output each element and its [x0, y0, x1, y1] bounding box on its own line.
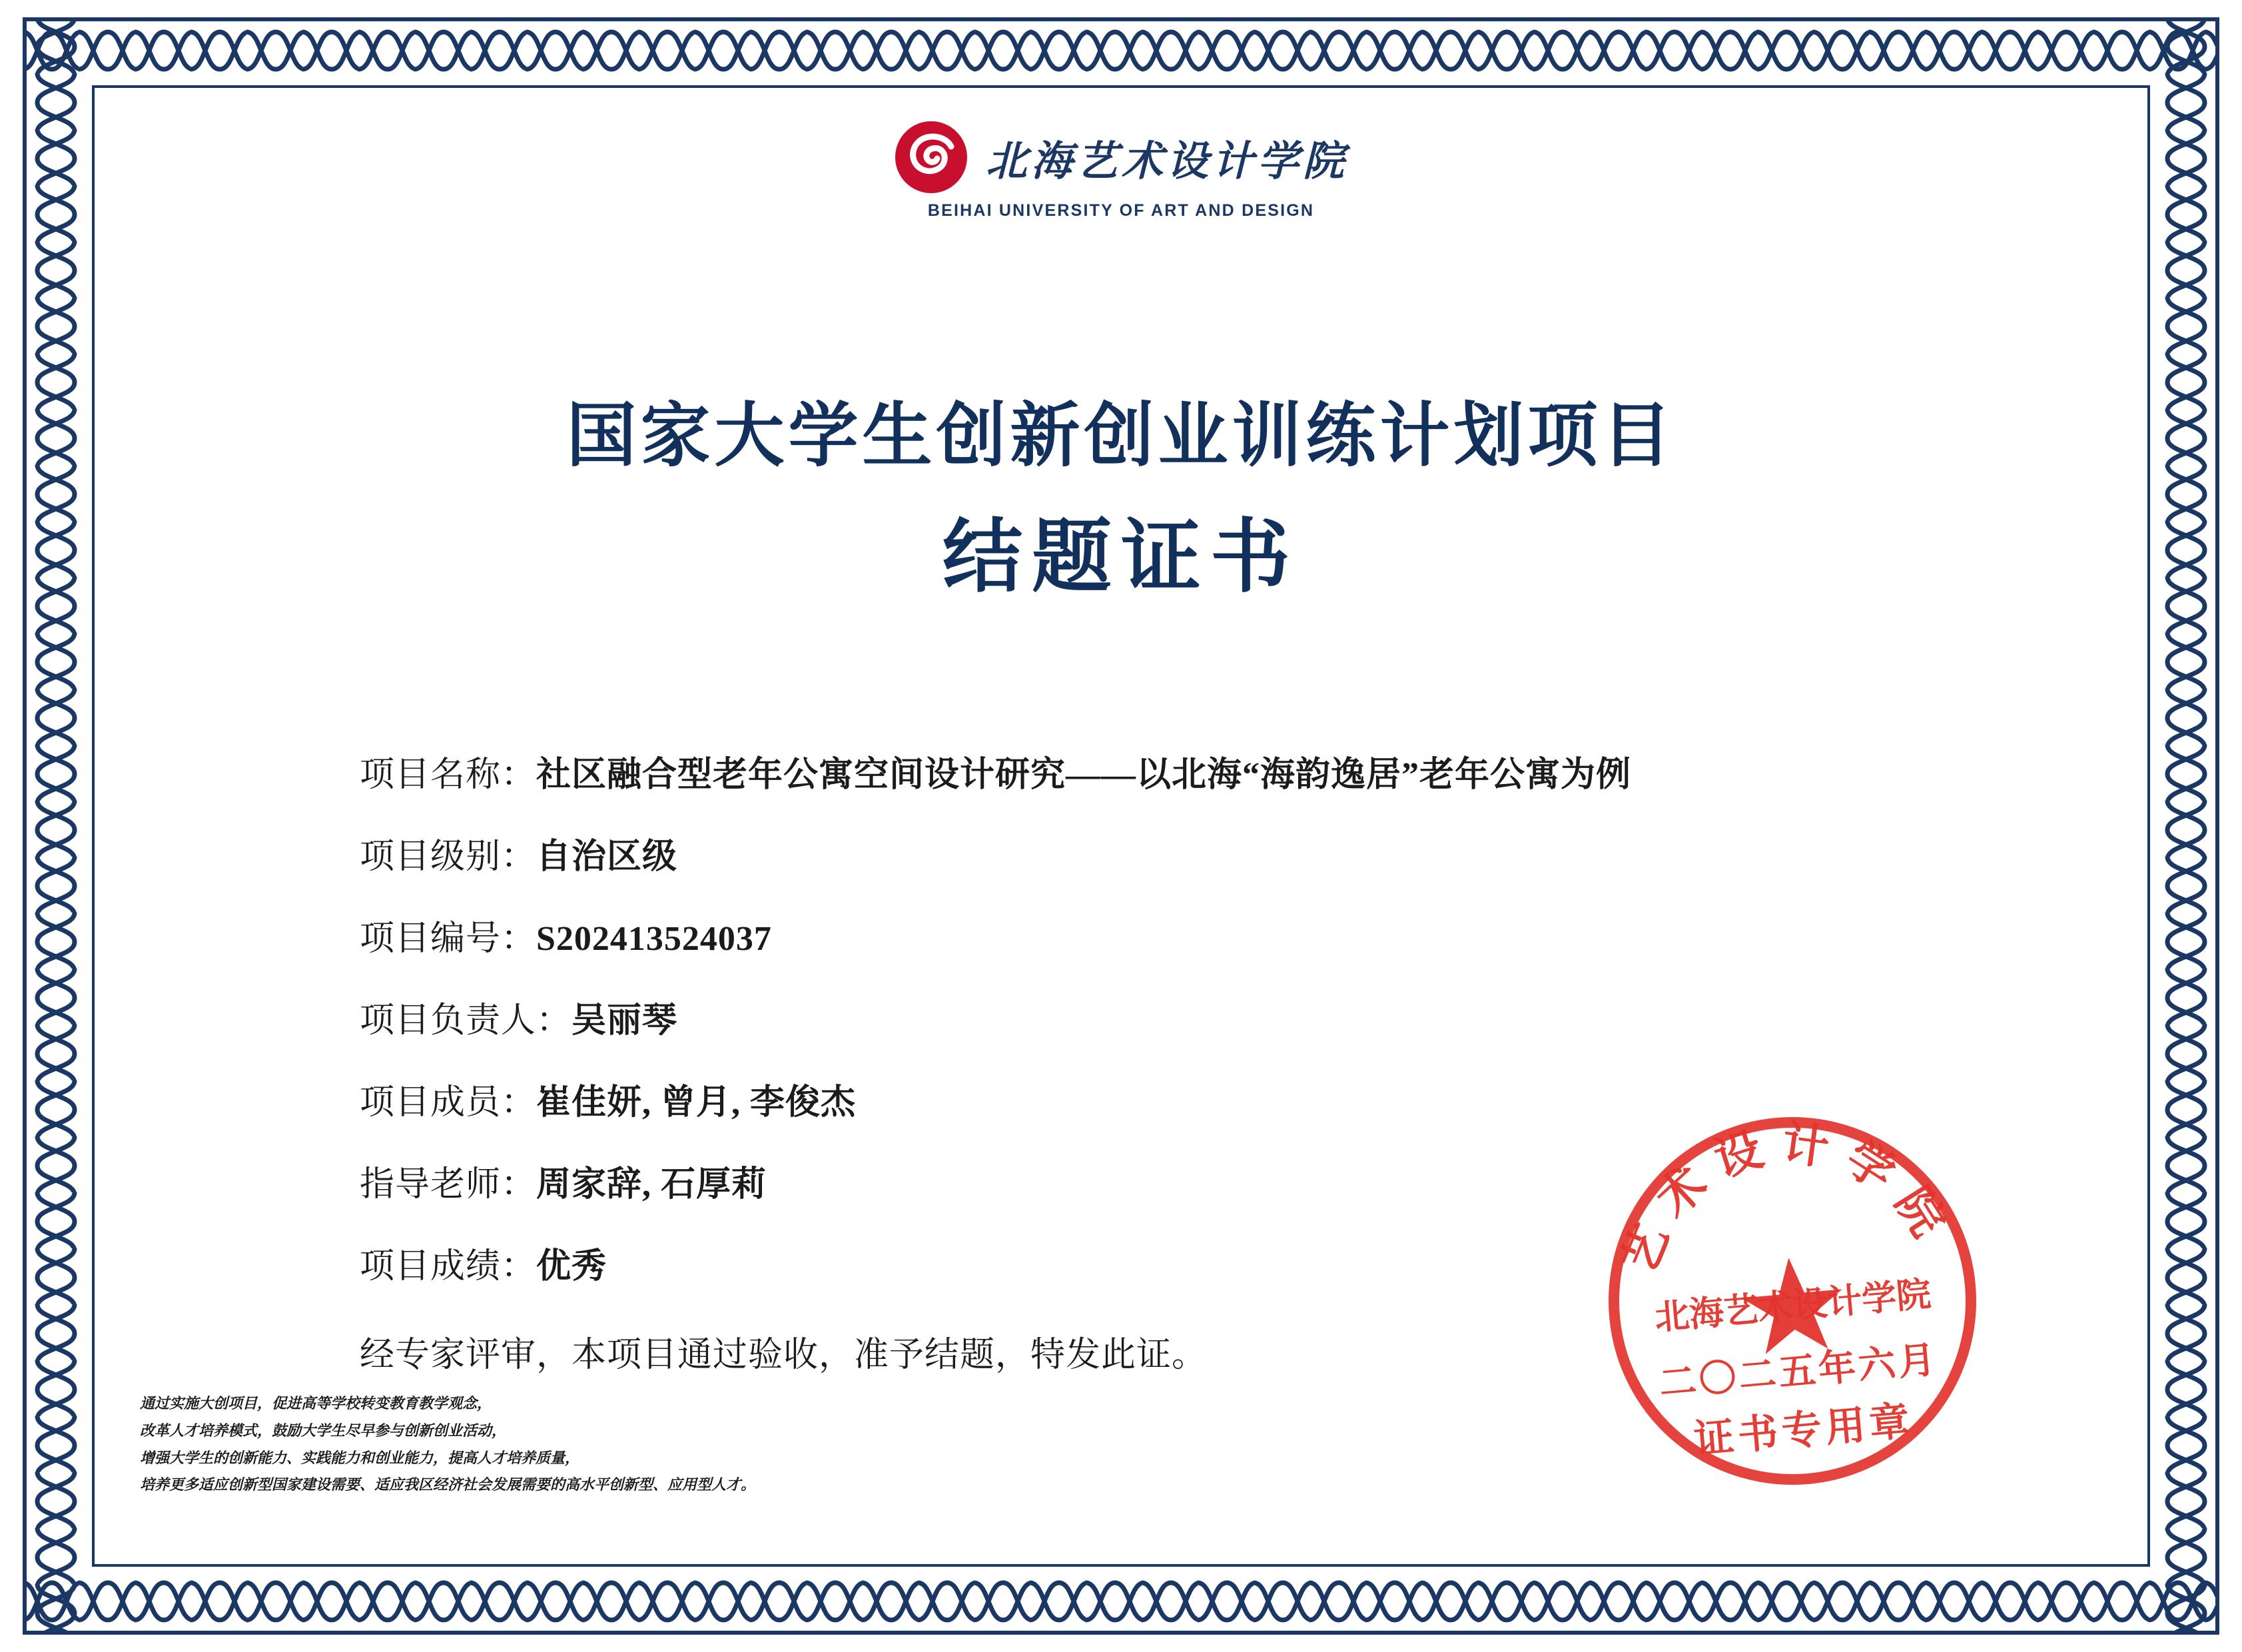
footnote-line-2: 改革人才培养模式，鼓励大学生尽早参与创新创业活动，: [140, 1422, 507, 1439]
svg-text:艺术设计学院: 艺术设计学院: [1613, 1118, 1962, 1281]
field-value: 吴丽琴: [571, 1002, 678, 1040]
certificate-title-line1: 国家大学生创新创业训练计划项目: [566, 397, 1676, 475]
field-value: 社区融合型老年公寓空间设计研究——以北海“海韵逸居”老年公寓为例: [536, 756, 1632, 794]
logo-row: [894, 120, 1348, 195]
field-value: 优秀: [536, 1248, 607, 1286]
field-row-project-number: [360, 910, 2055, 960]
university-logo-block: [894, 120, 1348, 220]
field-label: 指导老师：: [360, 1166, 537, 1204]
field-label: 项目名称：: [360, 756, 537, 794]
field-value: 自治区级: [536, 838, 678, 876]
university-name-cn: 北海艺术设计学院: [985, 139, 1349, 185]
footnote-line-4: 培养更多适应创新型国家建设需要、适应我区经济社会发展需要的高水平创新型、应用型人才。: [140, 1476, 756, 1493]
certificate-title-line2: 结题证书: [942, 513, 1300, 602]
certificate-content: [107, 100, 2135, 1552]
field-row-project-level: [360, 828, 2055, 878]
field-value: 崔佳妍, 曾月, 李俊杰: [536, 1084, 857, 1122]
footnote-block: [140, 1390, 755, 1499]
field-label: 项目负责人：: [360, 1002, 572, 1040]
official-seal: [1573, 1081, 2013, 1521]
field-row-project-leader: [360, 992, 2055, 1042]
svg-text:二〇二五年六月: 二〇二五年六月: [1657, 1339, 1940, 1405]
spiral-wave-logo-icon: [894, 120, 968, 195]
field-label: 项目成绩：: [360, 1248, 537, 1286]
field-label: 项目编号：: [360, 920, 537, 958]
field-row-project-name: [360, 746, 2055, 796]
field-label: 项目成员：: [360, 1084, 537, 1122]
svg-text:北海艺术设计学院: 北海艺术设计学院: [1653, 1275, 1933, 1338]
svg-text:证书专用章: 证书专用章: [1692, 1399, 1916, 1462]
field-value: 周家辞, 石厚莉: [536, 1166, 767, 1204]
university-name-en: BEIHAI UNIVERSITY OF ART AND DESIGN: [927, 201, 1315, 220]
footnote-line-1: 通过实施大创项目，促进高等学校转变教育教学观念，: [140, 1395, 492, 1412]
approval-statement: 经专家评审，本项目通过验收，准予结题，特发此证。: [360, 1336, 1208, 1374]
footnote-line-3: 增强大学生的创新能力、实践能力和创业能力，提高人才培养质量，: [140, 1449, 580, 1466]
field-value: S202413524037: [536, 920, 772, 958]
field-label: 项目级别：: [360, 838, 537, 876]
